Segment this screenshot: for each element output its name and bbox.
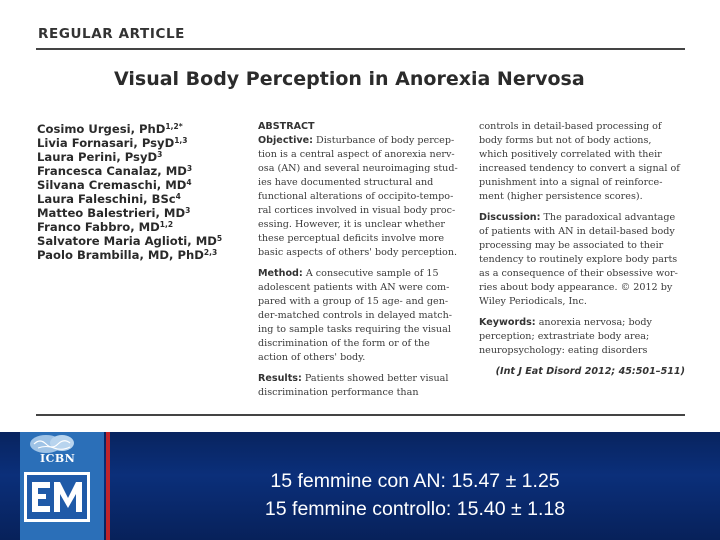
abstract-heading: ABSTRACT (258, 121, 315, 132)
method-block: Method: A consecutive sample of 15 adolescent patients with AN were com- pared with a group of 15 age- and gen- der-matched controls in delayed match- ing to sample tasks requiring the visual discrimination of the form or of the action of others' body. (258, 268, 452, 363)
author: Livia Fornasari, PsyD$^{1,3}$ (37, 136, 188, 150)
author-list (37, 122, 252, 262)
citation: (Int J Eat Disord 2012; 45:501–511) (495, 366, 685, 377)
results-continued: controls in detail-based processing of body forms but not of body actions, which positively correlated with their increased tendency to convert a signal of punishment into a signal of reinforce- ment (higher persistence scores). (479, 121, 680, 202)
discussion-label: Discussion: (479, 212, 541, 223)
keywords-block: Keywords: anorexia nervosa; body perception; extrastriate body area; neuropsychology: eating disorders (479, 317, 652, 356)
discussion-block: Discussion: The paradoxical advantage of patients with AN in detail-based body processing may be associated to their tendency to routinely explore body parts as a consequence of their obsessive wor- ries about body appearance. © 2012 by Wiley Periodicals, Inc. (479, 212, 678, 307)
author: Laura Perini, PsyD$^3$ (37, 150, 163, 164)
bottom-rule (36, 414, 685, 416)
section-label: REGULAR ARTICLE (38, 26, 186, 42)
top-rule (36, 48, 685, 50)
stat-line-patients: 15 femmine con AN: 15.47 ± 1.25 (270, 470, 560, 492)
author: Paolo Brambilla, MD, PhD$^{2,3}$ (37, 248, 218, 262)
objective-label: Objective: (258, 135, 313, 146)
author: Matteo Balestrieri, $MD^3$ (37, 206, 191, 220)
results-block: Results: Patients showed better visual discrimination performance than (258, 373, 449, 398)
author: Franco Fabbro, MD$^{1,2}$ (37, 220, 174, 234)
article-title: Visual Body Perception in Anorexia Nervosa (114, 68, 585, 90)
author: Salvatore Maria Aglioti, $MD^5$ (37, 234, 223, 248)
author: Silvana Cremaschi, $MD^4$ (37, 178, 192, 192)
stat-line-controls: 15 femmine controllo: 15.40 ± 1.18 (264, 498, 566, 520)
author: Francesca Canalaz, $MD^3$ (37, 164, 193, 178)
objective-block: Objective: Disturbance of body percep- tion is a central aspect of anorexia nerv- osa (AN) and several neuroimaging stud- ies have documented structural and functional alterations of occipito-tempo- ral cortices involved in visual body proc- essing. However, it is unclear whether these perceptual deficits involve more basic aspects of others' body perception. (258, 135, 458, 258)
author: Laura Faleschini, BSc$^4$ (37, 192, 181, 206)
author: Cosimo Urgesi, PhD$^{1,2*}$ (37, 122, 183, 136)
keywords-label: Keywords: (479, 317, 536, 328)
method-label: Method: (258, 268, 303, 279)
results-label: Results: (258, 373, 302, 384)
icbn-logo-text: ICBN (40, 452, 76, 465)
abstract-column-left (258, 120, 463, 407)
em-logo-icon (24, 472, 90, 522)
abstract-column-right (479, 120, 685, 379)
